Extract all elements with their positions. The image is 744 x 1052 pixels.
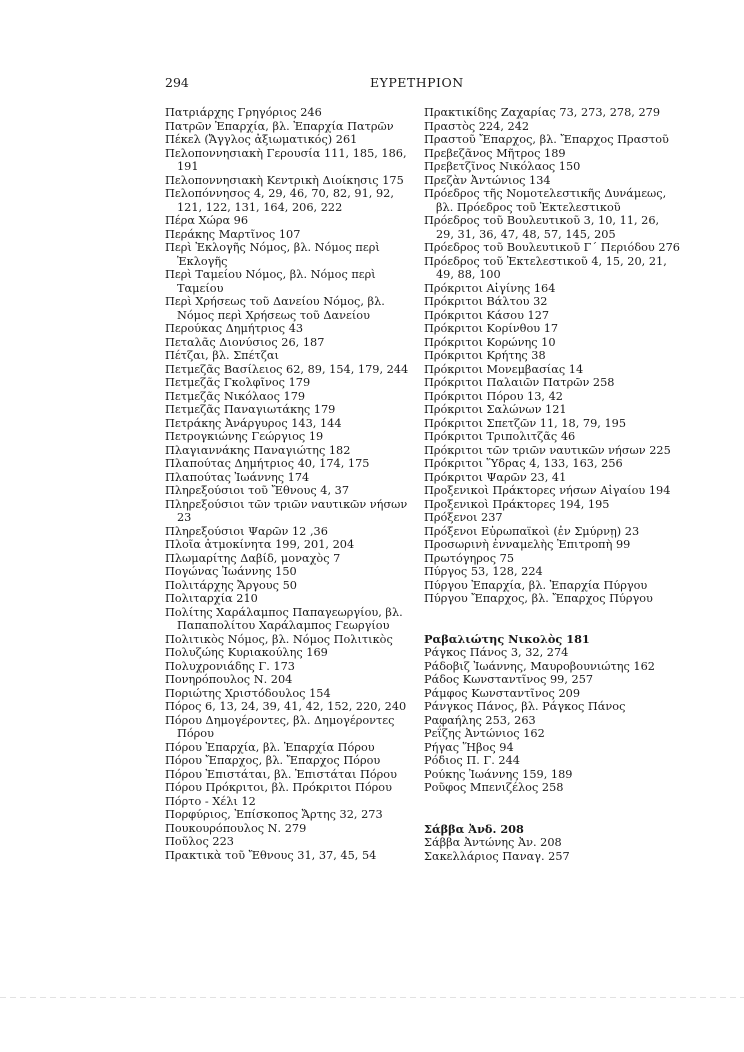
index-entry: Πρόξενοι Εὐρωπαϊκοὶ (ἐν Σμύρνῃ) 23: [424, 524, 640, 538]
index-entry: Πόρου Δημογέροντες, βλ. Δημογέροντες Πόρου: [165, 713, 395, 740]
index-entry: Πέρα Χώρα 96: [165, 214, 249, 227]
index-entry: Πρόκριτοι Τριπολιτζᾶς 46: [424, 430, 576, 443]
index-entry: Πογώνας Ἰωάννης 150: [165, 565, 297, 578]
index-entry: Πρεβετζῖνος Νικόλαος 150: [424, 160, 581, 173]
index-entry: Πραστὸς 224, 242: [424, 119, 530, 133]
index-entry: Πόρου Ἔπαρχος, βλ. Ἔπαρχος Πόρου: [165, 754, 381, 767]
index-entry: Προξενικοὶ Πράκτορες νήσων Αἰγαίου 194: [424, 484, 671, 497]
index-entry: Πετμεζᾶς Βασίλειος 62, 89, 154, 179, 244: [165, 362, 409, 376]
index-entry: Πελοποννησιακὴ Γερουσία 111, 185, 186, 191: [165, 146, 407, 173]
index-entry: Πεταλᾶς Διονύσιος 26, 187: [165, 335, 325, 349]
index-entry: Πόρου Πρόκριτοι, βλ. Πρόκριτοι Πόρου: [165, 781, 392, 794]
index-entry: Πατρῶν Ἐπαρχία, βλ. Ἐπαρχία Πατρῶν: [165, 119, 394, 133]
index-entry: Πόρου Ἐπιστάται, βλ. Ἐπιστάται Πόρου: [165, 767, 397, 781]
index-entry: Πόρου Ἐπαρχία, βλ. Ἐπαρχία Πόρου: [165, 740, 375, 754]
index-entry: Ποριώτης Χριστόδουλος 154: [165, 686, 331, 700]
index-entry: Πολυζώης Κυριακούλης 169: [165, 646, 328, 659]
index-entry: Πύργου Ἐπαρχία, βλ. Ἐπαρχία Πύργου: [424, 578, 648, 592]
index-entry: Ράμφος Κωνσταντῖνος 209: [424, 686, 581, 700]
index-entry: Πόρος 6, 13, 24, 39, 41, 42, 152, 220, 240: [165, 700, 407, 713]
index-entry: Πρόεδρος τοῦ Ἐκτελεστικοῦ 4, 15, 20, 21, 49, 88, 100: [424, 254, 667, 281]
index-entry: Ρεΐζης Ἀντώνιος 162: [424, 727, 545, 740]
index-entry: Πολυχρονιάδης Γ. 173: [165, 659, 295, 673]
index-entry: Πολιταρχία 210: [165, 592, 258, 605]
index-entry: Προξενικοὶ Πράκτορες 194, 195: [424, 497, 610, 511]
index-entry: Πλαπούτας Ἰωάννης 174: [165, 470, 310, 484]
index-entry: Πρόκριτοι Σαλώνων 121: [424, 403, 567, 416]
index-entry: Ραφαήλης 253, 263: [424, 713, 536, 727]
index-right-column: [424, 106, 680, 863]
page-number: 294: [165, 75, 189, 90]
index-entry: Πρόεδρος τῆς Νομοτελεστικῆς Δυνάμεως, βλ. Πρόεδρος τοῦ Ἐκτελεστικοῦ: [424, 187, 667, 214]
index-entry: Πολίτης Χαράλαμπος Παπαγεωργίου, βλ. Παπαπολίτου Χαράλαμπος Γεωργίου: [165, 605, 403, 632]
index-entry: Πρωτόγηρος 75: [424, 551, 515, 565]
index-entry: Περὶ Ἐκλογῆς Νόμος, βλ. Νόμος περὶ Ἐκλογῆς: [165, 241, 380, 268]
index-entry: Πληρεξούσιοι τοῦ Ἔθνους 4, 37: [165, 484, 350, 497]
index-entry: Πρόκριτοι Κορώνης 10: [424, 335, 556, 349]
index-entry: Πρόεδρος τοῦ Βουλευτικοῦ Γ΄ Περιόδου 276: [424, 241, 680, 254]
index-entry: Ρόδιος Π. Γ. 244: [424, 754, 520, 767]
index-entry: Πελοπόννησος 4, 29, 46, 70, 82, 91, 92, 121, 122, 131, 164, 206, 222: [165, 187, 394, 214]
index-entry: Ρήγας Ἥβος 94: [424, 740, 514, 754]
index-entry: Περάκης Μαρτῖνος 107: [165, 227, 301, 241]
index-entry: Πύργος 53, 128, 224: [424, 565, 543, 578]
index-entry: Πορφύριος, Ἐπίσκοπος Ἄρτης 32, 273: [165, 808, 383, 821]
index-entry: Πλοῖα ἀτμοκίνητα 199, 201, 204: [165, 538, 355, 551]
section-gap: [424, 606, 680, 633]
index-entry: Πετρογκιώνης Γεώργιος 19: [165, 430, 324, 443]
index-entry: Πραστοῦ Ἔπαρχος, βλ. Ἔπαρχος Πραστοῦ: [424, 133, 669, 146]
index-entry: Πρόκριτοι Σπετζῶν 11, 18, 79, 195: [424, 416, 627, 430]
index-entry: Ράδοβιζ Ἰωάννης, Μαυροβουνιώτης 162: [424, 659, 655, 673]
index-entry: Ράγκος Πάνος 3, 32, 274: [424, 646, 569, 659]
index-entry: Πρόκριτοι Βάλτου 32: [424, 295, 548, 308]
index-entry: Περούκας Δημήτριος 43: [165, 322, 304, 335]
index-entry: Πλαπούτας Δημήτριος 40, 174, 175: [165, 457, 370, 470]
index-entry: Περὶ Χρήσεως τοῦ Δανείου Νόμος, βλ. Νόμος περὶ Χρήσεως τοῦ Δανείου: [165, 295, 385, 322]
index-entry: Πατριάρχης Γρηγόριος 246: [165, 106, 322, 119]
index-entry: Πρεζὰν Ἀντώνιος 134: [424, 173, 551, 187]
scan-artifact-line: [0, 997, 744, 998]
index-entry: Σάββα Ἀνδ. 208: [424, 821, 524, 836]
index-entry: Πετμεζᾶς Παναγιωτάκης 179: [165, 403, 336, 416]
index-entry: Πρακτικίδης Ζαχαρίας 73, 273, 278, 279: [424, 106, 661, 119]
index-entry: Πρόεδρος τοῦ Βουλευτικοῦ 3, 10, 11, 26, 29, 31, 36, 47, 48, 57, 145, 205: [424, 214, 660, 241]
index-entry: Πληρεξούσιοι τῶν τριῶν ναυτικῶν νήσων 23: [165, 497, 408, 524]
running-title: ΕΥΡΕΤΗΡΙΟΝ: [370, 75, 464, 90]
page-header: [0, 75, 744, 93]
index-entry: Πληρεξούσιοι Ψαρῶν 12 ,36: [165, 524, 328, 538]
index-entry: Πρόκριτοι Αἰγίνης 164: [424, 281, 556, 295]
index-entry: Πύργου Ἔπαρχος, βλ. Ἔπαρχος Πύργου: [424, 592, 653, 605]
index-entry: Πελοποννησιακὴ Κεντρικὴ Διοίκησις 175: [165, 173, 404, 187]
index-entry: Πετμεζᾶς Γκολφῖνος 179: [165, 376, 311, 389]
index-entry: Πολιτάρχης Ἄργους 50: [165, 578, 297, 592]
index-entry: Πολιτικὸς Νόμος, βλ. Νόμος Πολιτικὸς: [165, 632, 393, 646]
index-entry: Πρόκριτοι Μονεμβασίας 14: [424, 362, 584, 376]
index-entry: Πρόκριτοι Ὕδρας 4, 133, 163, 256: [424, 457, 623, 470]
index-entry: Ράδος Κωνσταντῖνος 99, 257: [424, 673, 594, 686]
index-entry: Ράνγκος Πάνος, βλ. Ράγκος Πάνος: [424, 700, 626, 713]
index-left-column: [165, 106, 421, 862]
index-entry: Προσωρινὴ ἐνναμελὴς Ἐπιτροπὴ 99: [424, 538, 631, 551]
index-entry: Πέτζαι, βλ. Σπέτζαι: [165, 349, 279, 362]
index-entry: Πρόκριτοι τῶν τριῶν ναυτικῶν νήσων 225: [424, 443, 671, 457]
index-entry: Πρόκριτοι Ψαρῶν 23, 41: [424, 470, 567, 484]
index-entry: Πέκελ (Ἄγγλος ἀξιωματικός) 261: [165, 133, 358, 146]
index-entry: Πρόξενοι 237: [424, 511, 503, 524]
index-entry: Πρόκριτοι Πόρου 13, 42: [424, 389, 563, 403]
index-entry: Περὶ Ταμείου Νόμος, βλ. Νόμος περὶ Ταμείου: [165, 268, 376, 295]
index-entry: Πονηρόπουλος Ν. 204: [165, 673, 293, 686]
index-entry: Πρόκριτοι Κάσου 127: [424, 308, 550, 322]
index-entry: Σακελλάριος Παναγ. 257: [424, 849, 570, 863]
index-entry: Πλωμαρίτης Δαβίδ, μοναχὸς 7: [165, 551, 341, 565]
index-entry: Πλαγιαννάκης Παναγιώτης 182: [165, 443, 351, 457]
index-entry: Πετμεζᾶς Νικόλαος 179: [165, 389, 306, 403]
index-entry: Πόρτο - Χέλι 12: [165, 794, 256, 808]
index-entry: Ραβαλιώτης Νικολὸς 181: [424, 631, 590, 646]
section-gap: [424, 795, 680, 823]
index-entry: Πουκουρόπουλος Ν. 279: [165, 821, 307, 835]
index-entry: Ροῦφος Μπενιζέλος 258: [424, 781, 564, 794]
index-entry: Ρούκης Ἰωάννης 159, 189: [424, 767, 573, 781]
index-entry: Σάββα Ἀντώνης Ἀν. 208: [424, 836, 562, 849]
index-entry: Πρακτικὰ τοῦ Ἔθνους 31, 37, 45, 54: [165, 848, 377, 862]
index-entry: Πρόκριτοι Παλαιῶν Πατρῶν 258: [424, 376, 615, 389]
index-entry: Ποῦλος 223: [165, 835, 234, 848]
index-entry: Πρεβεζᾶνος Μῆτρος 189: [424, 146, 566, 160]
index-entry: Πρόκριτοι Κρήτης 38: [424, 349, 546, 362]
index-entry: Πρόκριτοι Κορίνθου 17: [424, 322, 559, 335]
index-entry: Πετράκης Ἀνάργυρος 143, 144: [165, 416, 342, 430]
